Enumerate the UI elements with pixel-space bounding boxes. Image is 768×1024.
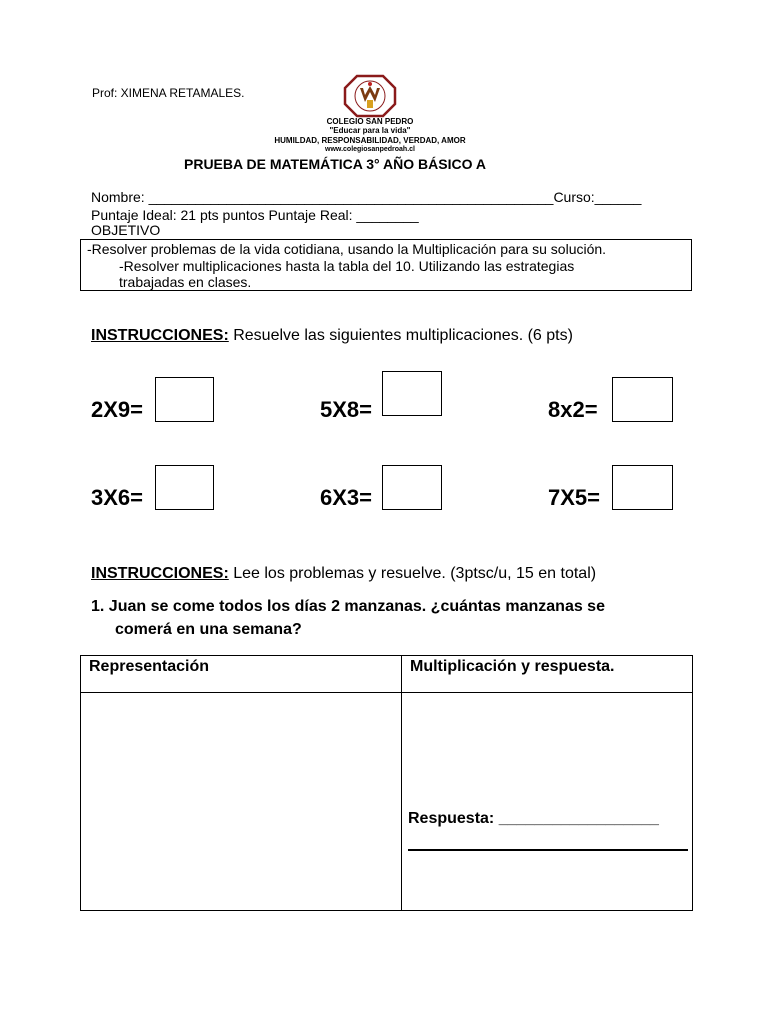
answer-box[interactable] bbox=[612, 377, 673, 422]
exercise-label: 5X8= bbox=[320, 397, 372, 422]
school-website: www.colegiosanpedroah.cl bbox=[325, 146, 415, 153]
instructions-1-text: Resuelve las siguientes multiplicaciones. (6 pts) bbox=[228, 327, 573, 344]
representation-header: Representación bbox=[81, 656, 402, 693]
answer-box[interactable] bbox=[155, 377, 214, 422]
exercise-label: 8x2= bbox=[548, 397, 598, 422]
name-course-field: Nombre: ____________________________________________________Curso:______ bbox=[91, 189, 642, 205]
exercise-label: 7X5= bbox=[548, 485, 600, 510]
school-name: COLEGIO SAN PEDRO bbox=[326, 117, 414, 126]
answer-line: Respuesta: __________________ bbox=[408, 810, 659, 827]
problem-1-line-1: 1. Juan se come todos los días 2 manzanas. ¿cuántas manzanas se bbox=[91, 598, 605, 615]
multiplication-cell[interactable] bbox=[402, 693, 693, 911]
school-logo-icon bbox=[343, 74, 397, 118]
objective-line-3: trabajadas en clases. bbox=[119, 274, 252, 290]
school-values: HUMILDAD, RESPONSABILIDAD, VERDAD, AMOR bbox=[274, 136, 466, 145]
instructions-2-text: Lee los problemas y resuelve. (3ptsc/u, 15 en total) bbox=[228, 565, 597, 582]
instructions-2 bbox=[91, 565, 596, 583]
instructions-2-label: INSTRUCCIONES: bbox=[91, 565, 229, 582]
exercise-label: 3X6= bbox=[91, 485, 143, 510]
answer-table bbox=[80, 655, 693, 911]
objective-line-2: -Resolver multiplicaciones hasta la tabla del 10. Utilizando las estrategias bbox=[119, 258, 575, 274]
instructions-1-label: INSTRUCCIONES: bbox=[91, 327, 229, 344]
objective-line-1: -Resolver problemas de la vida cotidiana, usando la Multiplicación para su solución. bbox=[87, 241, 607, 257]
answer-box[interactable] bbox=[155, 465, 214, 510]
answer-box[interactable] bbox=[382, 465, 442, 510]
exercise-label: 2X9= bbox=[91, 397, 143, 422]
representation-cell[interactable] bbox=[81, 693, 402, 911]
answer-box[interactable] bbox=[382, 371, 442, 416]
answer-box[interactable] bbox=[612, 465, 673, 510]
page-title: PRUEBA DE MATEMÁTICA 3° AÑO BÁSICO A bbox=[184, 156, 486, 172]
multiplication-header: Multiplicación y respuesta. bbox=[402, 656, 693, 693]
answer-underline bbox=[408, 849, 688, 851]
exercise-label: 6X3= bbox=[320, 485, 372, 510]
instructions-1 bbox=[91, 327, 573, 345]
teacher-name: Prof: XIMENA RETAMALES. bbox=[92, 86, 245, 100]
score-field: Puntaje Ideal: 21 pts puntos Puntaje Real: ________ bbox=[91, 207, 419, 223]
objective-label: OBJETIVO bbox=[91, 222, 161, 238]
problem-1-line-2: comerá en una semana? bbox=[115, 621, 302, 638]
school-motto: "Educar para la vida" bbox=[329, 126, 411, 135]
